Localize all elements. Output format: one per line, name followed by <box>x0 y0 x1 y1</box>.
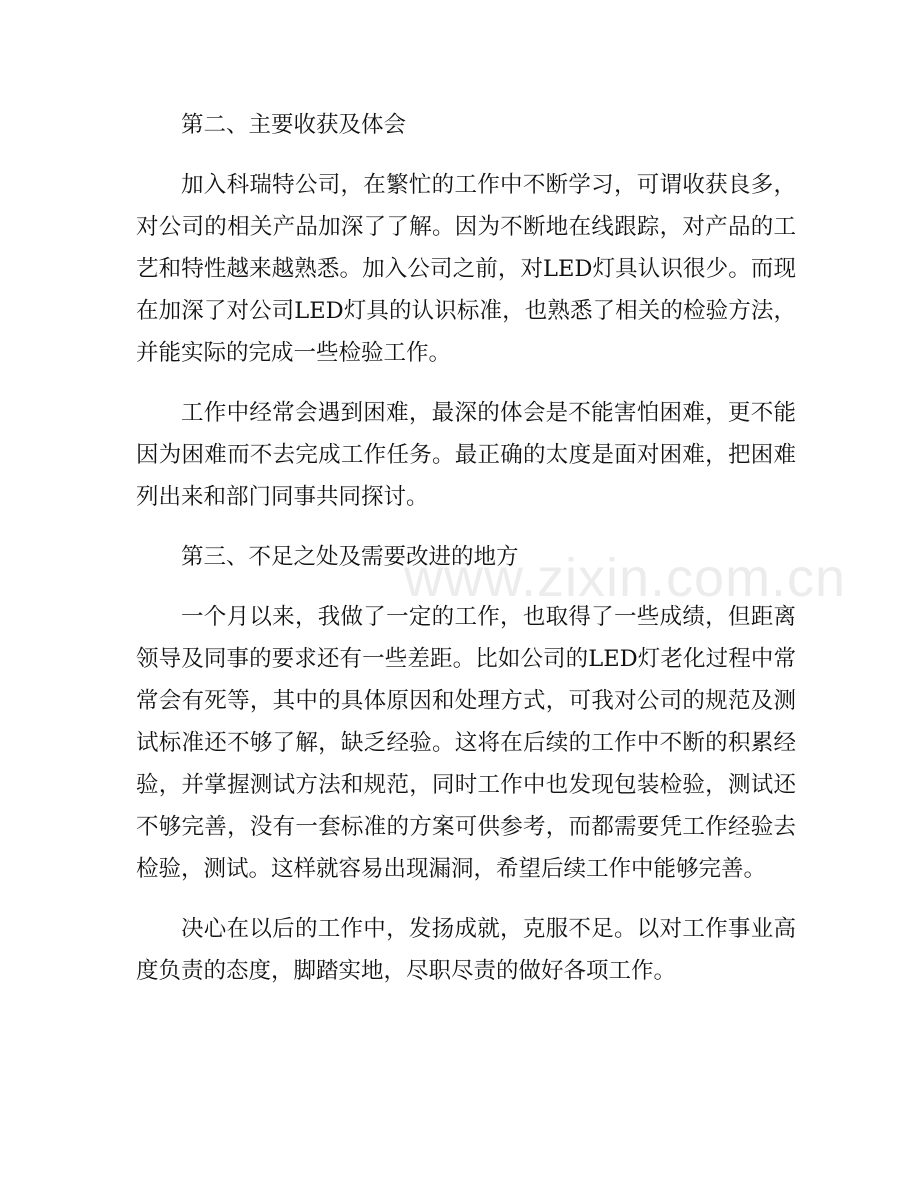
section-heading-2: 第二、主要收获及体会 <box>181 112 407 138</box>
paragraph-resolution: 决心在以后的工作中，发扬成就，克服不足。以对工作事业高度负责的态度，脚踏实地，尽职尽责的做好各项工作。 <box>136 916 796 984</box>
document-body <box>136 104 796 1010</box>
paragraph-difficulties: 工作中经常会遇到困难，最深的体会是不能害怕困难，更不能因为困难而不去完成工作任务。最正确的太度是面对困难，把困难列出来和部门同事共同探讨。 <box>136 400 796 510</box>
section-heading-3: 第三、不足之处及需要改进的地方 <box>181 544 519 570</box>
paragraph-shortcomings: 一个月以来，我做了一定的工作，也取得了一些成绩，但距离领导及同事的要求还有一些差距。比如公司的LED灯老化过程中常常会有死等，其中的具体原因和处理方式，可我对公司的规范及测试标准还不够了解，缺乏经验。这将在后续的工作中不断的积累经验，并掌握测试方法和规范，同时工作中也发现包装检验，测试还不够完善，没有一套标准的方案可供参考，而都需要凭工作经验去检验，测试。这样就容易出现漏洞，希望后续工作中能够完善。 <box>136 604 796 882</box>
watermark: www.zixin.com.cn <box>404 548 847 608</box>
paragraph-gains: 加入科瑞特公司，在繁忙的工作中不断学习，可谓收获良多，对公司的相关产品加深了了解。因为不断地在线跟踪，对产品的工艺和特性越来越熟悉。加入公司之前，对LED灯具认识很少。而现在加深了对公司LED灯具的认识标准，也熟悉了相关的检验方法，并能实际的完成一些检验工作。 <box>136 172 796 366</box>
